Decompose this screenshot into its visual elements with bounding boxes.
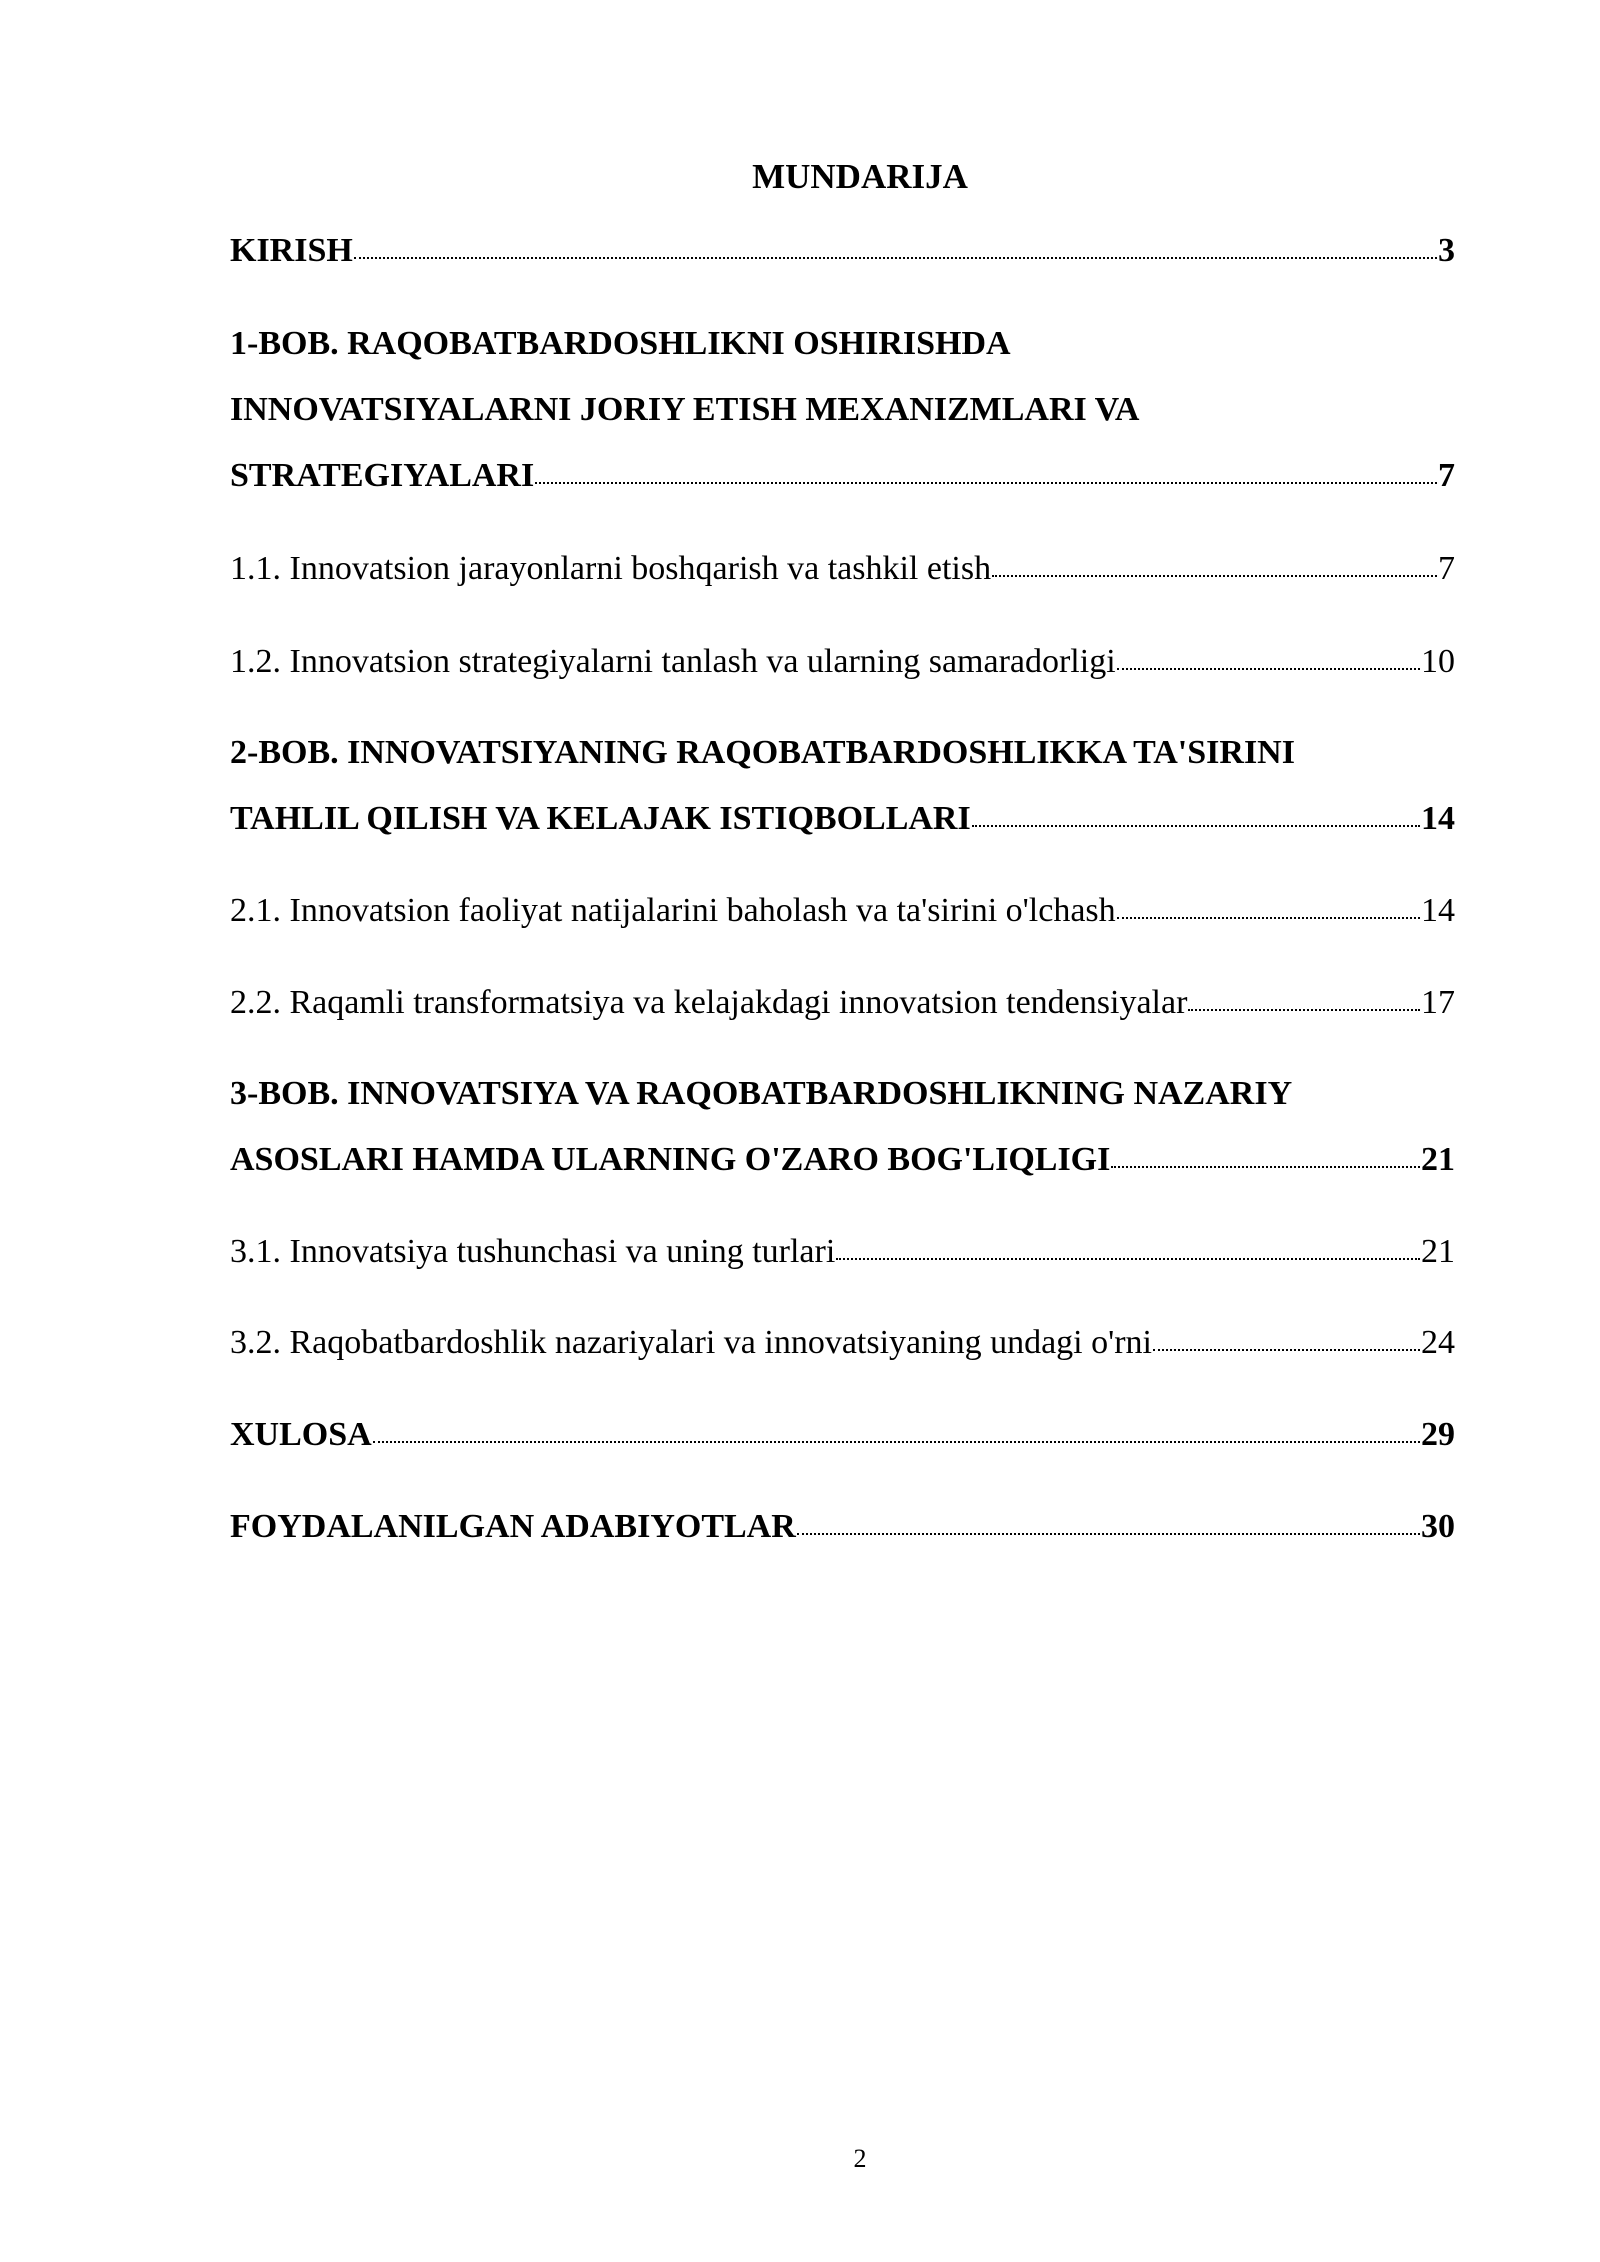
- toc-entry-adabiyotlar[interactable]: [230, 1494, 1455, 1560]
- toc-entry-title-line: 2-BOB. INNOVATSIYANING RAQOBATBARDOSHLIKKA TA'SIRINI: [230, 734, 1295, 771]
- toc-entry-title-line: 1-BOB. RAQOBATBARDOSHLIKNI OSHIRISHDA: [230, 325, 1011, 362]
- toc-entry-title-line: STRATEGIYALARI: [230, 457, 535, 494]
- toc-entry-title-line: 3-BOB. INNOVATSIYA VA RAQOBATBARDOSHLIKNING NAZARIY: [230, 1075, 1293, 1112]
- dot-leader: [1111, 1166, 1420, 1168]
- toc-entry-title: FOYDALANILGAN ADABIYOTLAR: [230, 1508, 796, 1545]
- dot-leader: [354, 257, 1437, 259]
- toc-entry-chapter-1[interactable]: [230, 311, 1455, 509]
- toc-entry-section-3-2[interactable]: [230, 1310, 1455, 1376]
- page-number: 2: [853, 2144, 867, 2173]
- toc-entry-page: 14: [1421, 892, 1455, 929]
- toc-entry-page: 7: [1438, 457, 1455, 494]
- dot-leader: [972, 825, 1420, 827]
- toc-entry-page: 7: [1438, 550, 1455, 587]
- dot-leader: [1188, 1009, 1420, 1011]
- toc-entry-title-line: TAHLIL QILISH VA KELAJAK ISTIQBOLLARI: [230, 800, 971, 837]
- dot-leader: [535, 482, 1437, 484]
- dot-leader: [373, 1441, 1420, 1443]
- toc-entry-kirish[interactable]: [230, 218, 1455, 284]
- toc-entry-page: 17: [1421, 984, 1455, 1021]
- toc-entry-title: XULOSA: [230, 1416, 372, 1453]
- toc-entry-page: 10: [1421, 643, 1455, 680]
- toc-entry-section-2-2[interactable]: [230, 970, 1455, 1036]
- toc-entry-page: 29: [1421, 1416, 1455, 1453]
- toc-entry-page: 3: [1438, 232, 1455, 269]
- dot-leader: [797, 1533, 1420, 1535]
- toc-entry-chapter-2[interactable]: [230, 720, 1455, 852]
- toc-entry-xulosa[interactable]: [230, 1402, 1455, 1468]
- toc-entry-section-3-1[interactable]: [230, 1219, 1455, 1285]
- toc-entry-title: 1.1. Innovatsion jarayonlarni boshqarish va tashkil etish: [230, 550, 992, 587]
- toc-entry-section-1-1[interactable]: [230, 536, 1455, 602]
- toc-entry-page: 21: [1421, 1141, 1455, 1178]
- dot-leader: [1153, 1349, 1420, 1351]
- toc-entry-section-2-1[interactable]: [230, 878, 1455, 944]
- toc-entry-chapter-3[interactable]: [230, 1061, 1455, 1193]
- toc-entry-page: 21: [1421, 1233, 1455, 1270]
- toc-entry-title: 2.1. Innovatsion faoliyat natijalarini baholash va ta'sirini o'lchash: [230, 892, 1116, 929]
- toc-entry-page: 30: [1421, 1508, 1455, 1545]
- dot-leader: [1117, 668, 1420, 670]
- toc-entry-title: 3.2. Raqobatbardoshlik nazariyalari va innovatsiyaning undagi o'rni: [230, 1324, 1153, 1361]
- toc-title: MUNDARIJA: [752, 157, 968, 196]
- toc-entry-section-1-2[interactable]: [230, 629, 1455, 695]
- toc-entry-title: KIRISH: [230, 232, 353, 269]
- dot-leader: [836, 1258, 1420, 1260]
- toc-entry-page: 24: [1421, 1324, 1455, 1361]
- toc-entry-title-line: ASOSLARI HAMDA ULARNING O'ZARO BOG'LIQLIGI: [230, 1141, 1111, 1178]
- dot-leader: [992, 575, 1437, 577]
- toc-entry-title: 3.1. Innovatsiya tushunchasi va uning turlari: [230, 1233, 836, 1270]
- toc-entry-page: 14: [1421, 800, 1455, 837]
- toc-entry-title: 2.2. Raqamli transformatsiya va kelajakdagi innovatsion tendensiyalar: [230, 984, 1188, 1021]
- dot-leader: [1117, 917, 1420, 919]
- toc-entry-title-line: INNOVATSIYALARNI JORIY ETISH MEXANIZMLARI VA: [230, 391, 1140, 428]
- toc-entry-title: 1.2. Innovatsion strategiyalarni tanlash va ularning samaradorligi: [230, 643, 1116, 680]
